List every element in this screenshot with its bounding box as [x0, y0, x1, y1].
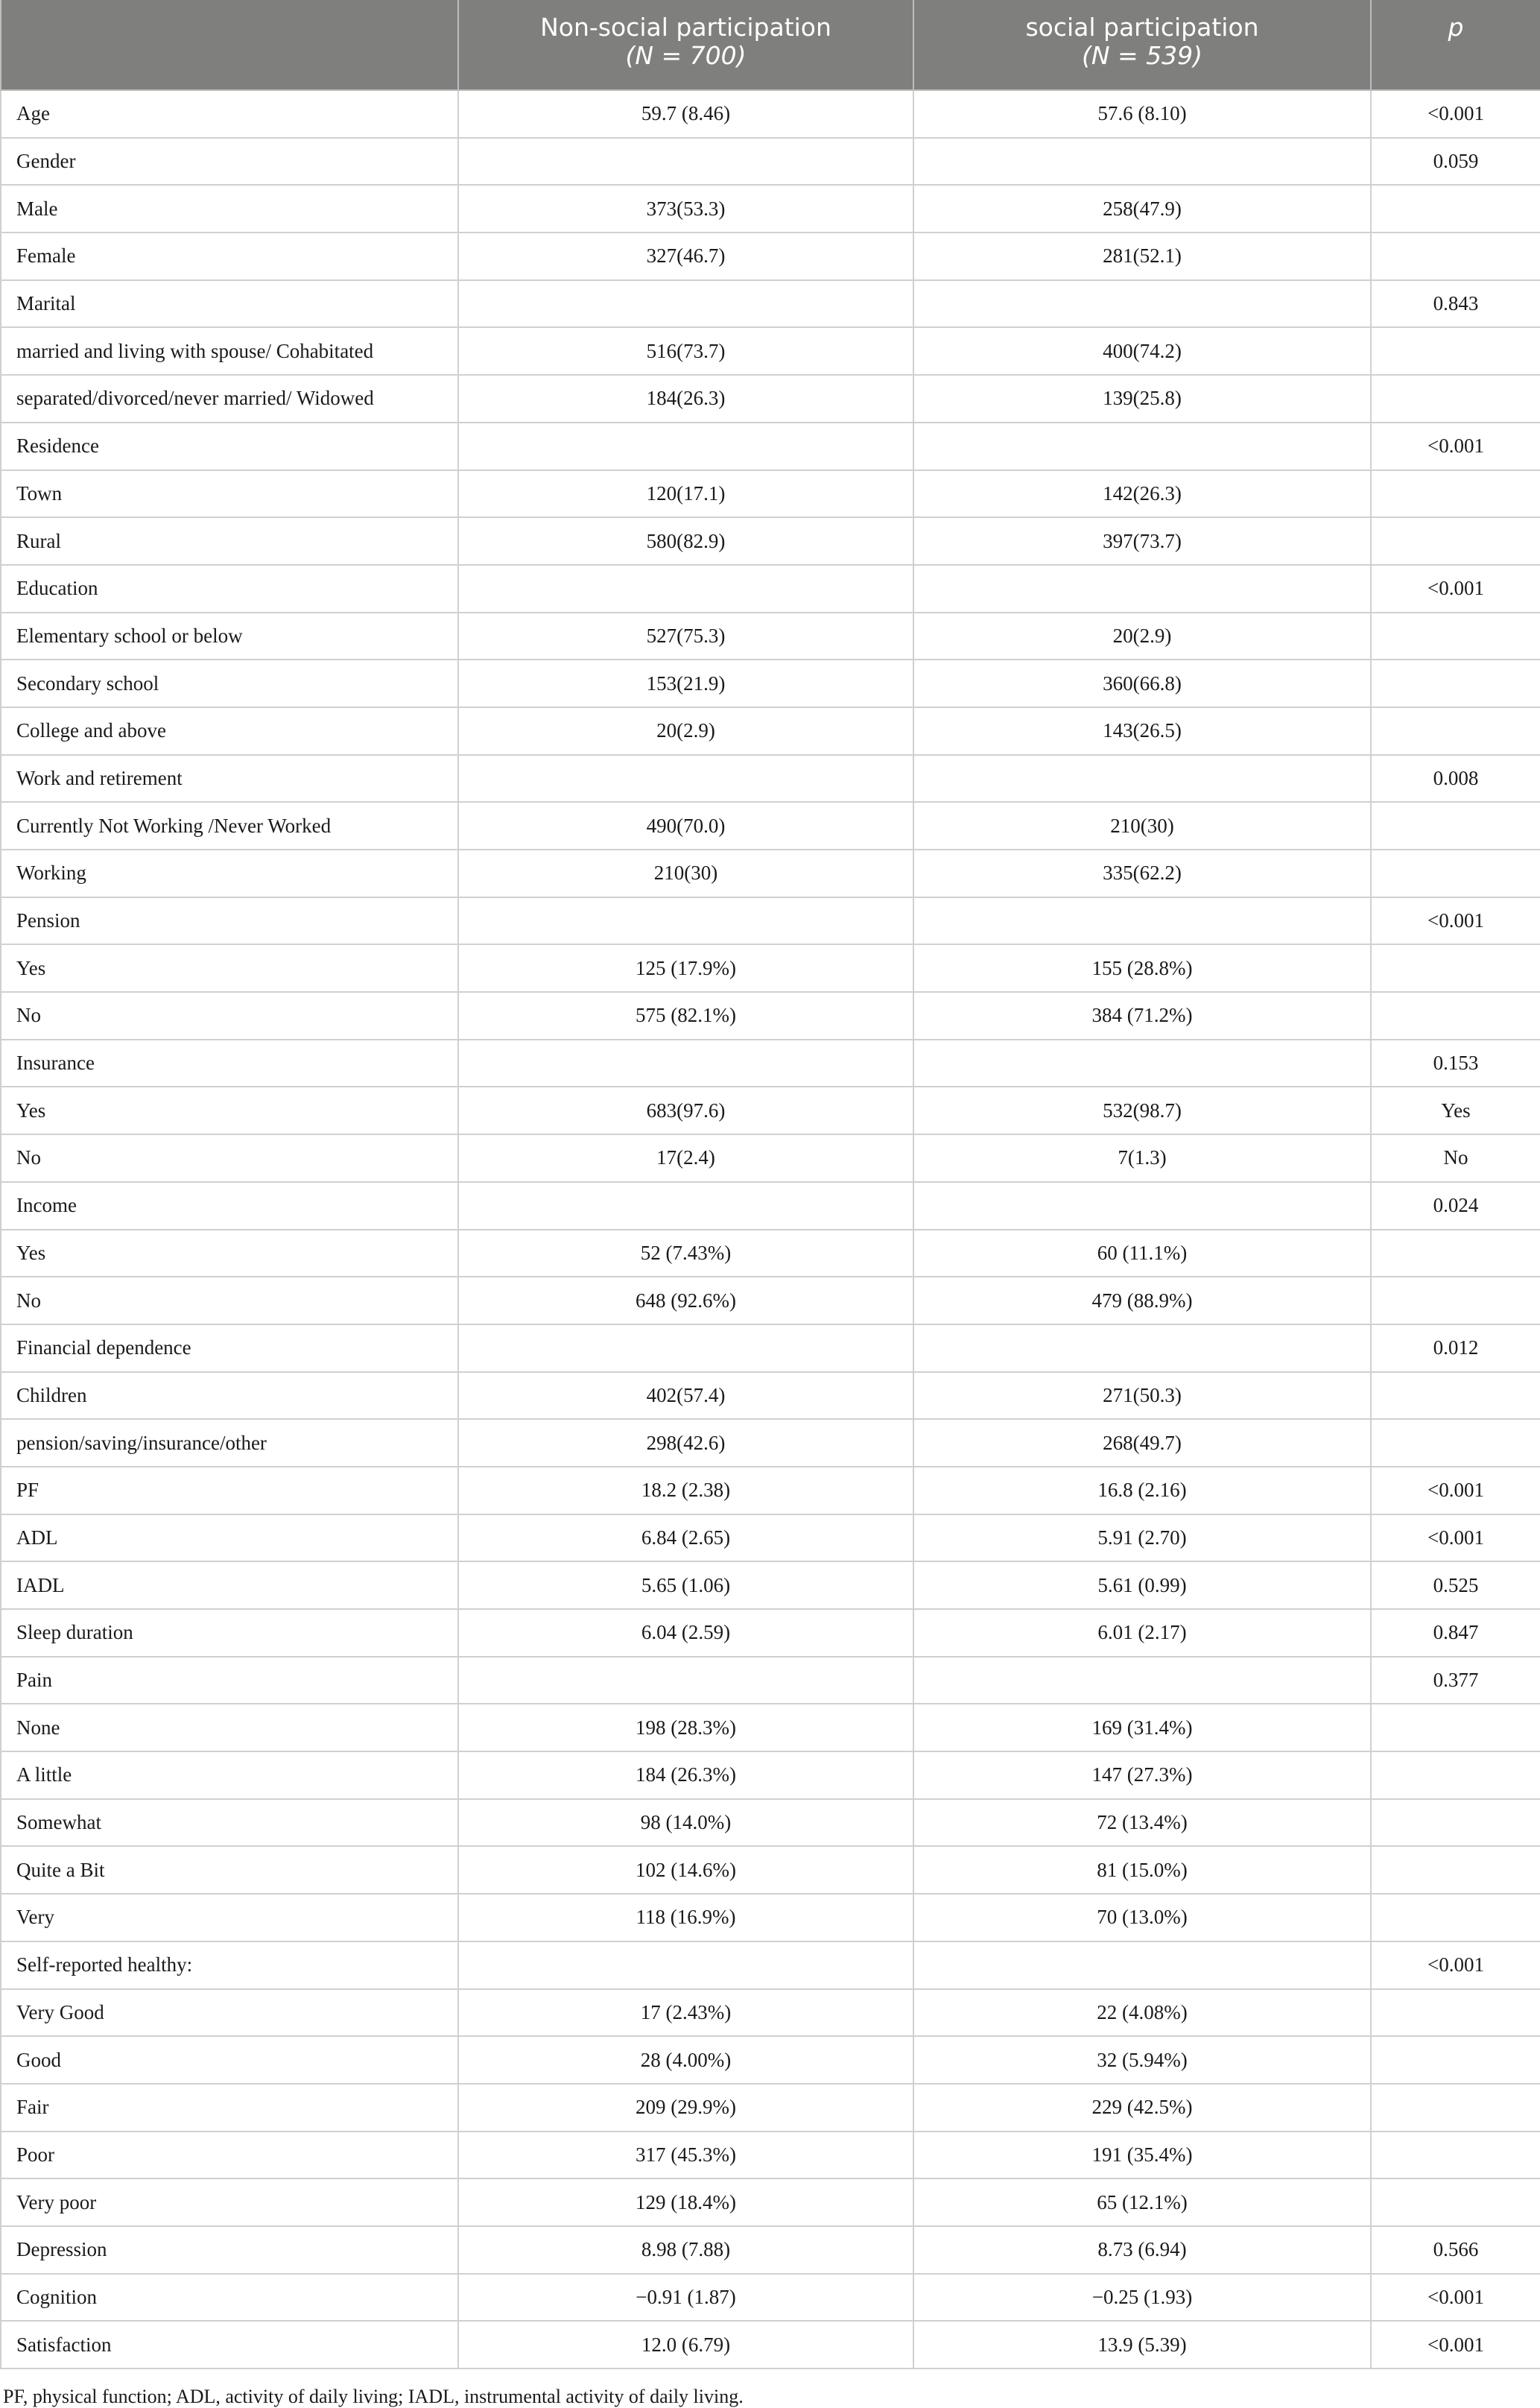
row-label: Marital: [1, 280, 458, 328]
row-label: Poor: [1, 2132, 458, 2179]
p-value: 0.153: [1371, 1040, 1540, 1087]
header-social-title: social participation: [1025, 13, 1259, 42]
row-label: Very Good: [1, 1989, 458, 2037]
p-value: 0.377: [1371, 1657, 1540, 1704]
row-label: Currently Not Working /Never Worked: [1, 802, 458, 850]
social-value: [913, 1040, 1371, 1087]
non-social-value: 17(2.4): [458, 1134, 913, 1182]
social-value: 139(25.8): [913, 375, 1371, 423]
table-row: [1, 1182, 1540, 1230]
table-row: [1, 1277, 1540, 1324]
p-value: [1371, 1372, 1540, 1420]
p-value: [1371, 233, 1540, 280]
table-footnote: PF, physical function; ADL, activity of daily living; IADL, instrumental activity of daily living.: [3, 2386, 744, 2407]
table-body: [1, 90, 1540, 2369]
non-social-value: 5.65 (1.06): [458, 1561, 913, 1609]
row-label: Very poor: [1, 2178, 458, 2226]
p-value: [1371, 375, 1540, 423]
p-value: 0.008: [1371, 755, 1540, 803]
table-row: [1, 2274, 1540, 2322]
table-row: [1, 944, 1540, 992]
row-label: Education: [1, 565, 458, 613]
row-label: Sleep duration: [1, 1609, 458, 1657]
p-value: 0.843: [1371, 280, 1540, 328]
table-row: [1, 1419, 1540, 1467]
header-row: [1, 0, 1540, 90]
row-label: Somewhat: [1, 1799, 458, 1847]
table-row: [1, 1134, 1540, 1182]
row-label: separated/divorced/never married/ Widowed: [1, 375, 458, 423]
table-row: [1, 755, 1540, 803]
non-social-value: [458, 423, 913, 470]
row-label: Depression: [1, 2226, 458, 2274]
row-label: College and above: [1, 707, 458, 755]
non-social-value: 52 (7.43%): [458, 1230, 913, 1277]
table-row: [1, 660, 1540, 707]
non-social-value: [458, 755, 913, 803]
non-social-value: [458, 1324, 913, 1372]
p-value: <0.001: [1371, 2321, 1540, 2369]
social-value: 397(73.7): [913, 517, 1371, 565]
non-social-value: 8.98 (7.88): [458, 2226, 913, 2274]
table-row: [1, 375, 1540, 423]
p-value: 0.847: [1371, 1609, 1540, 1657]
table-row: [1, 707, 1540, 755]
social-value: [913, 280, 1371, 328]
non-social-value: [458, 897, 913, 945]
social-value: 384 (71.2%): [913, 992, 1371, 1040]
p-value: <0.001: [1371, 2274, 1540, 2322]
non-social-value: 184(26.3): [458, 375, 913, 423]
p-value: [1371, 992, 1540, 1040]
row-label: IADL: [1, 1561, 458, 1609]
p-value: [1371, 1704, 1540, 1751]
non-social-value: 125 (17.9%): [458, 944, 913, 992]
non-social-value: 6.84 (2.65): [458, 1514, 913, 1562]
row-label: Financial dependence: [1, 1324, 458, 1372]
non-social-value: 327(46.7): [458, 233, 913, 280]
p-value: <0.001: [1371, 1941, 1540, 1989]
row-label: Income: [1, 1182, 458, 1230]
social-value: 72 (13.4%): [913, 1799, 1371, 1847]
social-value: 210(30): [913, 802, 1371, 850]
table-header: [1, 0, 1540, 90]
p-value: <0.001: [1371, 1467, 1540, 1514]
p-value: [1371, 1419, 1540, 1467]
social-value: 6.01 (2.17): [913, 1609, 1371, 1657]
non-social-value: 184 (26.3%): [458, 1751, 913, 1799]
table-row: [1, 1087, 1540, 1134]
non-social-value: 118 (16.9%): [458, 1894, 913, 1941]
non-social-value: 648 (92.6%): [458, 1277, 913, 1324]
social-value: 400(74.2): [913, 327, 1371, 375]
table-row: [1, 897, 1540, 945]
social-value: 147 (27.3%): [913, 1751, 1371, 1799]
table-row: [1, 1609, 1540, 1657]
non-social-value: −0.91 (1.87): [458, 2274, 913, 2322]
table-row: [1, 517, 1540, 565]
p-value: [1371, 470, 1540, 518]
table-row: [1, 233, 1540, 280]
row-label: No: [1, 1134, 458, 1182]
social-value: 169 (31.4%): [913, 1704, 1371, 1751]
row-label: Yes: [1, 1087, 458, 1134]
p-value: Yes: [1371, 1087, 1540, 1134]
p-value: 0.024: [1371, 1182, 1540, 1230]
social-value: 81 (15.0%): [913, 1846, 1371, 1894]
header-non-social-title: Non-social participation: [540, 13, 831, 42]
p-value: [1371, 517, 1540, 565]
non-social-value: [458, 1941, 913, 1989]
table-row: [1, 1230, 1540, 1277]
social-value: [913, 1941, 1371, 1989]
social-value: −0.25 (1.93): [913, 2274, 1371, 2322]
table-row: [1, 2084, 1540, 2132]
non-social-value: 210(30): [458, 850, 913, 897]
table-row: [1, 1561, 1540, 1609]
header-empty-cell: [1, 0, 458, 90]
row-label: Working: [1, 850, 458, 897]
non-social-value: 120(17.1): [458, 470, 913, 518]
p-value: <0.001: [1371, 90, 1540, 138]
p-value: [1371, 613, 1540, 660]
table-row: [1, 1941, 1540, 1989]
p-value: [1371, 944, 1540, 992]
social-value: [913, 1657, 1371, 1704]
non-social-value: 18.2 (2.38): [458, 1467, 913, 1514]
table-row: [1, 1799, 1540, 1847]
non-social-value: 153(21.9): [458, 660, 913, 707]
non-social-value: [458, 1040, 913, 1087]
social-value: 13.9 (5.39): [913, 2321, 1371, 2369]
row-label: ADL: [1, 1514, 458, 1562]
table-row: [1, 1846, 1540, 1894]
table-row: [1, 1751, 1540, 1799]
p-value: 0.566: [1371, 2226, 1540, 2274]
row-label: Work and retirement: [1, 755, 458, 803]
table-row: [1, 565, 1540, 613]
row-label: Elementary school or below: [1, 613, 458, 660]
header-social: [913, 0, 1371, 90]
table-row: [1, 138, 1540, 186]
row-label: No: [1, 992, 458, 1040]
social-value: 268(49.7): [913, 1419, 1371, 1467]
row-label: No: [1, 1277, 458, 1324]
non-social-value: [458, 1657, 913, 1704]
social-value: 258(47.9): [913, 185, 1371, 233]
row-label: None: [1, 1704, 458, 1751]
table-row: [1, 613, 1540, 660]
table-row: [1, 2321, 1540, 2369]
table-row: [1, 1894, 1540, 1941]
p-value: No: [1371, 1134, 1540, 1182]
social-value: 32 (5.94%): [913, 2036, 1371, 2084]
row-label: Quite a Bit: [1, 1846, 458, 1894]
non-social-value: 17 (2.43%): [458, 1989, 913, 2037]
row-label: Cognition: [1, 2274, 458, 2322]
p-value: [1371, 2178, 1540, 2226]
table-row: [1, 1040, 1540, 1087]
table-row: [1, 423, 1540, 470]
social-value: 360(66.8): [913, 660, 1371, 707]
row-label: PF: [1, 1467, 458, 1514]
social-value: 281(52.1): [913, 233, 1371, 280]
row-label: Residence: [1, 423, 458, 470]
table-row: [1, 992, 1540, 1040]
non-social-value: 373(53.3): [458, 185, 913, 233]
row-label: Good: [1, 2036, 458, 2084]
table-row: [1, 280, 1540, 328]
social-value: 5.91 (2.70): [913, 1514, 1371, 1562]
table-row: [1, 2036, 1540, 2084]
table-row: [1, 470, 1540, 518]
p-value: [1371, 1277, 1540, 1324]
non-social-value: 98 (14.0%): [458, 1799, 913, 1847]
social-value: 335(62.2): [913, 850, 1371, 897]
p-value: <0.001: [1371, 423, 1540, 470]
header-p-label: p: [1448, 13, 1464, 42]
row-label: Gender: [1, 138, 458, 186]
row-label: Yes: [1, 1230, 458, 1277]
non-social-value: [458, 565, 913, 613]
non-social-value: 490(70.0): [458, 802, 913, 850]
social-value: [913, 897, 1371, 945]
row-label: Children: [1, 1372, 458, 1420]
social-value: 142(26.3): [913, 470, 1371, 518]
non-social-value: 28 (4.00%): [458, 2036, 913, 2084]
social-value: 20(2.9): [913, 613, 1371, 660]
social-value: 16.8 (2.16): [913, 1467, 1371, 1514]
social-value: 191 (35.4%): [913, 2132, 1371, 2179]
p-value: [1371, 1230, 1540, 1277]
p-value: [1371, 1846, 1540, 1894]
row-label: Secondary school: [1, 660, 458, 707]
table-row: [1, 1514, 1540, 1562]
row-label: Female: [1, 233, 458, 280]
social-value: 65 (12.1%): [913, 2178, 1371, 2226]
non-social-value: 12.0 (6.79): [458, 2321, 913, 2369]
table-row: [1, 1989, 1540, 2037]
row-label: A little: [1, 1751, 458, 1799]
row-label: Fair: [1, 2084, 458, 2132]
header-p-value: [1371, 0, 1540, 90]
row-label: Very: [1, 1894, 458, 1941]
social-value: 479 (88.9%): [913, 1277, 1371, 1324]
p-value: [1371, 802, 1540, 850]
non-social-value: 198 (28.3%): [458, 1704, 913, 1751]
p-value: [1371, 850, 1540, 897]
non-social-value: 129 (18.4%): [458, 2178, 913, 2226]
social-value: [913, 1182, 1371, 1230]
header-non-social: [458, 0, 913, 90]
social-value: 70 (13.0%): [913, 1894, 1371, 1941]
p-value: [1371, 2036, 1540, 2084]
social-value: 8.73 (6.94): [913, 2226, 1371, 2274]
social-value: 143(26.5): [913, 707, 1371, 755]
row-label: Pension: [1, 897, 458, 945]
non-social-value: [458, 1182, 913, 1230]
p-value: 0.012: [1371, 1324, 1540, 1372]
table-row: [1, 2132, 1540, 2179]
non-social-value: 575 (82.1%): [458, 992, 913, 1040]
non-social-value: 402(57.4): [458, 1372, 913, 1420]
row-label: Male: [1, 185, 458, 233]
row-label: Age: [1, 90, 458, 138]
non-social-value: 209 (29.9%): [458, 2084, 913, 2132]
table-row: [1, 1467, 1540, 1514]
p-value: [1371, 2084, 1540, 2132]
table-row: [1, 2178, 1540, 2226]
p-value: [1371, 660, 1540, 707]
table-row: [1, 327, 1540, 375]
p-value: [1371, 1799, 1540, 1847]
table-row: [1, 185, 1540, 233]
p-value: [1371, 2132, 1540, 2179]
p-value: 0.525: [1371, 1561, 1540, 1609]
row-label: Pain: [1, 1657, 458, 1704]
row-label: married and living with spouse/ Cohabitated: [1, 327, 458, 375]
header-social-n: (N = 539): [1081, 41, 1203, 70]
non-social-value: 102 (14.6%): [458, 1846, 913, 1894]
social-value: [913, 755, 1371, 803]
row-label: Town: [1, 470, 458, 518]
social-value: [913, 1324, 1371, 1372]
non-social-value: 298(42.6): [458, 1419, 913, 1467]
p-value: <0.001: [1371, 897, 1540, 945]
social-value: 5.61 (0.99): [913, 1561, 1371, 1609]
p-value: [1371, 185, 1540, 233]
p-value: [1371, 1751, 1540, 1799]
header-non-social-n: (N = 700): [625, 41, 747, 70]
non-social-value: 516(73.7): [458, 327, 913, 375]
p-value: 0.059: [1371, 138, 1540, 186]
row-label: Insurance: [1, 1040, 458, 1087]
table-row: [1, 1372, 1540, 1420]
table-row: [1, 1704, 1540, 1751]
social-value: 22 (4.08%): [913, 1989, 1371, 2037]
social-value: 532(98.7): [913, 1087, 1371, 1134]
non-social-value: 20(2.9): [458, 707, 913, 755]
social-value: 7(1.3): [913, 1134, 1371, 1182]
p-value: <0.001: [1371, 565, 1540, 613]
p-value: <0.001: [1371, 1514, 1540, 1562]
row-label: Yes: [1, 944, 458, 992]
social-value: 271(50.3): [913, 1372, 1371, 1420]
p-value: [1371, 707, 1540, 755]
table-row: [1, 802, 1540, 850]
non-social-value: [458, 138, 913, 186]
table-row: [1, 1324, 1540, 1372]
social-value: 57.6 (8.10): [913, 90, 1371, 138]
p-value: [1371, 1989, 1540, 2037]
non-social-value: 6.04 (2.59): [458, 1609, 913, 1657]
row-label: Self-reported healthy:: [1, 1941, 458, 1989]
social-value: [913, 565, 1371, 613]
social-value: 155 (28.8%): [913, 944, 1371, 992]
table-row: [1, 1657, 1540, 1704]
non-social-value: 527(75.3): [458, 613, 913, 660]
social-value: 60 (11.1%): [913, 1230, 1371, 1277]
row-label: Rural: [1, 517, 458, 565]
non-social-value: 317 (45.3%): [458, 2132, 913, 2179]
table-row: [1, 90, 1540, 138]
row-label: pension/saving/insurance/other: [1, 1419, 458, 1467]
non-social-value: 683(97.6): [458, 1087, 913, 1134]
social-value: [913, 423, 1371, 470]
social-value: [913, 138, 1371, 186]
social-value: 229 (42.5%): [913, 2084, 1371, 2132]
row-label: Satisfaction: [1, 2321, 458, 2369]
table-row: [1, 850, 1540, 897]
non-social-value: [458, 280, 913, 328]
p-value: [1371, 327, 1540, 375]
table-row: [1, 2226, 1540, 2274]
non-social-value: 59.7 (8.46): [458, 90, 913, 138]
p-value: [1371, 1894, 1540, 1941]
non-social-value: 580(82.9): [458, 517, 913, 565]
